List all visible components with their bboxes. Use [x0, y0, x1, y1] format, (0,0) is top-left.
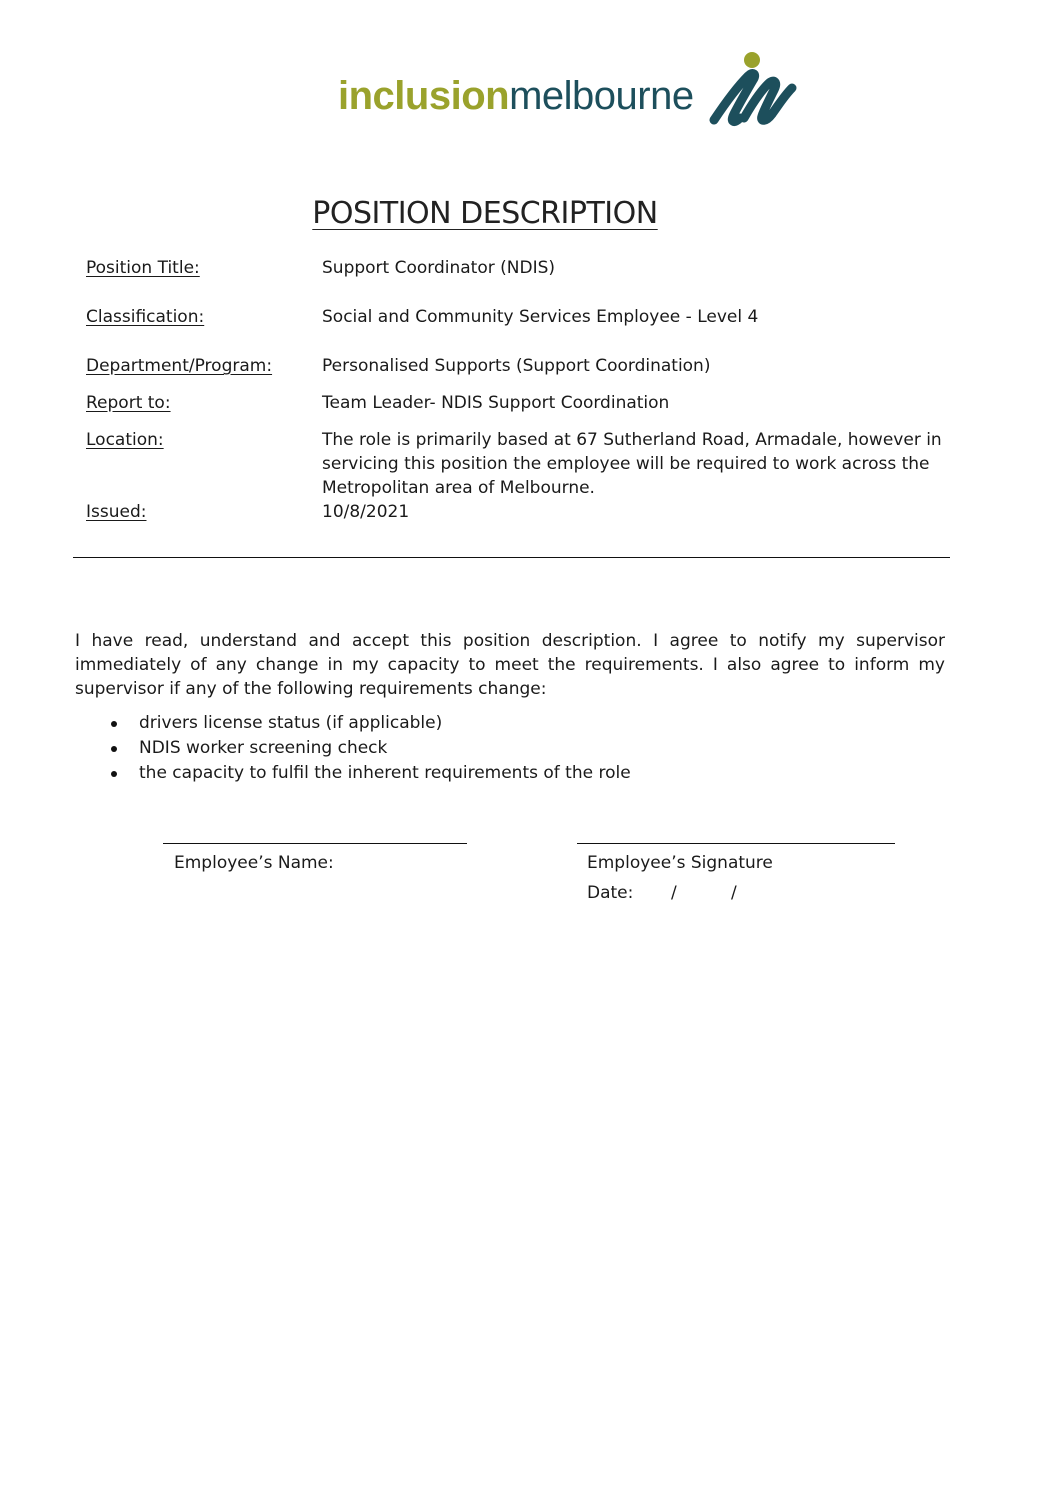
- list-item-text: the capacity to fulfil the inherent requirements of the role: [139, 763, 631, 783]
- list-item: [103, 761, 631, 786]
- date-label: Date:: [587, 883, 634, 903]
- employee-name-label: Employee’s Name:: [174, 853, 334, 873]
- field-position-title: [86, 256, 966, 280]
- field-value: Social and Community Services Employee - Level 4: [322, 307, 759, 327]
- field-value: 10/8/2021: [322, 502, 410, 522]
- list-item-text: NDIS worker screening check: [139, 738, 388, 758]
- bullet-icon: [111, 721, 117, 727]
- acknowledgement-paragraph: I have read, understand and accept this position description. I agree to notify my supervisor immediately of any change in my capacity to meet the requirements. I also agree to inform my supervisor if any of the following requirements change:: [75, 631, 945, 699]
- field-label: Classification:: [86, 307, 205, 327]
- requirements-list: [103, 711, 631, 786]
- list-item: [103, 736, 631, 761]
- inclusion-melbourne-i-mark-icon: [700, 48, 798, 128]
- field-label: Location:: [86, 430, 164, 450]
- date-separator: /: [731, 883, 737, 903]
- logo-word-melbourne: melbourne: [509, 74, 694, 118]
- list-item-text: drivers license status (if applicable): [139, 713, 443, 733]
- field-label: Issued:: [86, 502, 147, 522]
- field-value: Personalised Supports (Support Coordination): [322, 356, 711, 376]
- employee-signature-line[interactable]: [577, 843, 895, 844]
- field-department: [86, 354, 966, 378]
- bullet-icon: [111, 746, 117, 752]
- inclusion-melbourne-logo: [338, 48, 798, 128]
- date-separator: /: [671, 883, 677, 903]
- field-classification: [86, 305, 966, 329]
- field-issued: [86, 500, 966, 524]
- section-divider: [73, 557, 950, 558]
- field-value: Support Coordinator (NDIS): [322, 258, 556, 278]
- list-item: [103, 711, 631, 736]
- employee-name-line[interactable]: [163, 843, 467, 844]
- logo-word-inclusion: inclusion: [338, 74, 510, 118]
- field-label: Department/Program:: [86, 356, 273, 376]
- field-location: [86, 428, 966, 500]
- field-report-to: [86, 391, 966, 415]
- bullet-icon: [111, 771, 117, 777]
- field-value: The role is primarily based at 67 Sutherland Road, Armadale, however in servicing this position the employee will be required to work across the Metropolitan area of Melbourne.: [322, 430, 942, 498]
- page-title: POSITION DESCRIPTION: [312, 196, 658, 231]
- field-value: Team Leader- NDIS Support Coordination: [322, 393, 670, 413]
- field-label: Position Title:: [86, 258, 200, 278]
- field-label: Report to:: [86, 393, 171, 413]
- employee-signature-label: Employee’s Signature: [587, 853, 773, 873]
